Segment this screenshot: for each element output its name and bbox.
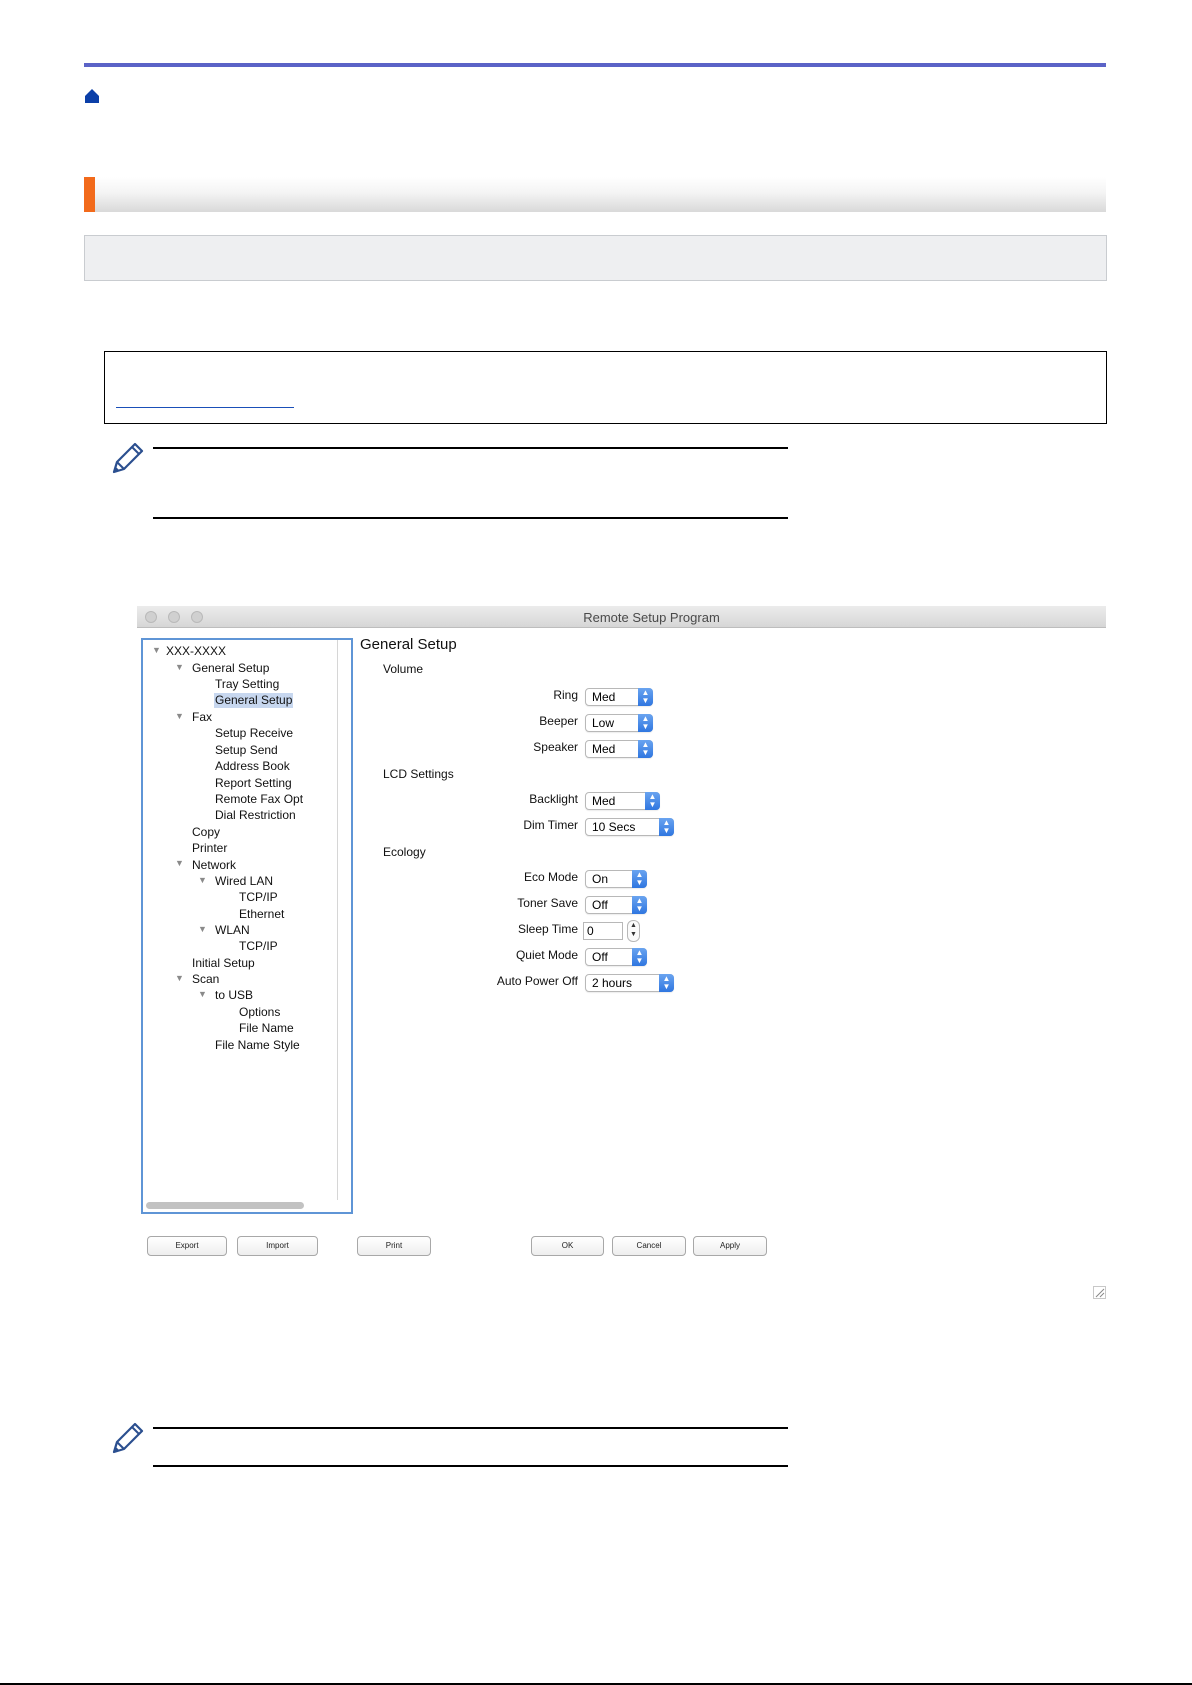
tree-item-remote-fax-opt[interactable]: Remote Fax Opt	[215, 792, 304, 806]
sleep-time-label: Sleep Time	[517, 922, 578, 936]
group-label-volume: Volume	[383, 662, 424, 676]
auto-power-off-select[interactable]	[585, 974, 674, 992]
note-bottom-rule	[153, 517, 788, 519]
home-icon[interactable]	[84, 88, 100, 104]
popup-arrows-icon: ▲ ▼	[632, 870, 647, 888]
import-button[interactable]: Import	[237, 1236, 318, 1256]
tree-item-initial-setup[interactable]: Initial Setup	[192, 956, 255, 970]
disclosure-open-icon[interactable]: ▼	[175, 858, 184, 868]
tree-item-wlan-tcpip[interactable]: TCP/IP	[239, 939, 278, 953]
note-top-rule	[153, 447, 788, 449]
ring-value: Med	[592, 690, 616, 704]
tree-item-printer[interactable]: Printer	[192, 841, 228, 855]
sleep-time-stepper[interactable]: ▲ ▼	[627, 920, 640, 942]
toner-save-label: Toner Save	[517, 896, 578, 910]
popup-arrows-icon: ▲ ▼	[659, 974, 674, 992]
dim-timer-label: Dim Timer	[523, 818, 578, 832]
popup-arrows-icon: ▲ ▼	[632, 948, 647, 966]
tree-scroll-divider	[337, 640, 338, 1200]
tree-item-wired-lan[interactable]: Wired LAN	[215, 874, 274, 888]
eco-mode-label: Eco Mode	[523, 870, 578, 884]
ring-label: Ring	[553, 688, 578, 702]
beeper-select[interactable]	[585, 714, 653, 732]
sleep-time-input[interactable]: 0	[583, 922, 623, 940]
tree-item-address-book[interactable]: Address Book	[215, 759, 290, 773]
tree-horizontal-scrollbar[interactable]	[146, 1202, 304, 1209]
note-bottom-rule	[153, 1465, 788, 1467]
pencil-note-icon	[108, 1420, 146, 1458]
section-accent	[84, 177, 95, 212]
popup-arrows-icon: ▲ ▼	[659, 818, 674, 836]
tree-item-general-setup-selected[interactable]: General Setup	[215, 693, 293, 707]
window-titlebar	[137, 606, 1106, 628]
group-label-ecology: Ecology	[383, 845, 426, 859]
popup-arrows-icon: ▲ ▼	[638, 714, 653, 732]
disclosure-open-icon[interactable]: ▼	[152, 645, 161, 655]
tree-item-scan[interactable]: Scan	[192, 972, 220, 986]
print-button[interactable]: Print	[357, 1236, 431, 1256]
export-button[interactable]: Export	[147, 1236, 227, 1256]
related-link[interactable]	[116, 407, 294, 408]
speaker-value: Med	[592, 742, 616, 756]
quiet-mode-label: Quiet Mode	[515, 948, 578, 962]
apply-button[interactable]: Apply	[693, 1236, 767, 1256]
toner-save-select[interactable]	[585, 896, 647, 914]
tree-item-wlan[interactable]: WLAN	[215, 923, 250, 937]
tree-item-root[interactable]: XXX-XXXX	[166, 644, 227, 658]
pencil-note-icon	[108, 440, 146, 478]
tree-item-to-usb[interactable]: to USB	[215, 988, 254, 1002]
auto-power-off-label: Auto Power Off	[496, 974, 578, 988]
disclosure-open-icon[interactable]: ▼	[175, 973, 184, 983]
backlight-value: Med	[592, 794, 616, 808]
auto-power-off-value: 2 hours	[592, 976, 633, 990]
speaker-label: Speaker	[533, 740, 578, 754]
eco-mode-select[interactable]	[585, 870, 647, 888]
tree-item-ethernet[interactable]: Ethernet	[239, 907, 285, 921]
related-info-box	[104, 351, 1107, 424]
beeper-value: Low	[592, 716, 615, 730]
summary-box	[84, 235, 1107, 281]
remote-setup-window	[137, 606, 1106, 1303]
ok-button[interactable]: OK	[531, 1236, 604, 1256]
eco-mode-value: On	[592, 872, 609, 886]
tree-item-general-setup[interactable]: General Setup	[192, 661, 270, 675]
disclosure-open-icon[interactable]: ▼	[198, 924, 207, 934]
group-label-lcd-settings: LCD Settings	[383, 767, 454, 781]
popup-arrows-icon: ▲ ▼	[638, 740, 653, 758]
backlight-select[interactable]	[585, 792, 660, 810]
tree-item-dial-restriction[interactable]: Dial Restriction	[215, 808, 296, 822]
beeper-label: Beeper	[539, 714, 578, 728]
window-title: Remote Setup Program	[583, 610, 720, 625]
note-top-rule	[153, 1427, 788, 1429]
backlight-label: Backlight	[529, 792, 578, 806]
dim-timer-select[interactable]	[585, 818, 674, 836]
popup-arrows-icon: ▲ ▼	[632, 896, 647, 914]
quiet-mode-value: Off	[592, 950, 608, 964]
tree-item-options[interactable]: Options	[239, 1005, 281, 1019]
disclosure-open-icon[interactable]: ▼	[175, 711, 184, 721]
tree-item-wired-tcpip[interactable]: TCP/IP	[239, 890, 278, 904]
form-title: General Setup	[360, 636, 457, 653]
tree-item-copy[interactable]: Copy	[192, 825, 221, 839]
quiet-mode-select[interactable]	[585, 948, 647, 966]
ring-select[interactable]	[585, 688, 653, 706]
tree-item-fax[interactable]: Fax	[192, 710, 213, 724]
resize-grip-icon[interactable]	[1093, 1286, 1106, 1299]
tree-item-report-setting[interactable]: Report Setting	[215, 776, 292, 790]
popup-arrows-icon: ▲ ▼	[645, 792, 660, 810]
header-rule	[84, 63, 1106, 67]
speaker-select[interactable]	[585, 740, 653, 758]
disclosure-open-icon[interactable]: ▼	[198, 989, 207, 999]
disclosure-open-icon[interactable]: ▼	[198, 875, 207, 885]
section-heading-bar	[84, 177, 1106, 212]
disclosure-open-icon[interactable]: ▼	[175, 662, 184, 672]
tree-item-setup-send[interactable]: Setup Send	[215, 743, 278, 757]
popup-arrows-icon: ▲ ▼	[638, 688, 653, 706]
cancel-button[interactable]: Cancel	[612, 1236, 686, 1256]
settings-tree[interactable]	[141, 638, 353, 1214]
tree-item-file-name[interactable]: File Name	[239, 1021, 294, 1035]
tree-item-network[interactable]: Network	[192, 858, 237, 872]
toner-save-value: Off	[592, 898, 608, 912]
tree-item-setup-receive[interactable]: Setup Receive	[215, 726, 294, 740]
tree-item-tray-setting[interactable]: Tray Setting	[215, 677, 280, 691]
tree-item-file-name-style[interactable]: File Name Style	[215, 1038, 300, 1052]
dim-timer-value: 10 Secs	[592, 820, 636, 834]
